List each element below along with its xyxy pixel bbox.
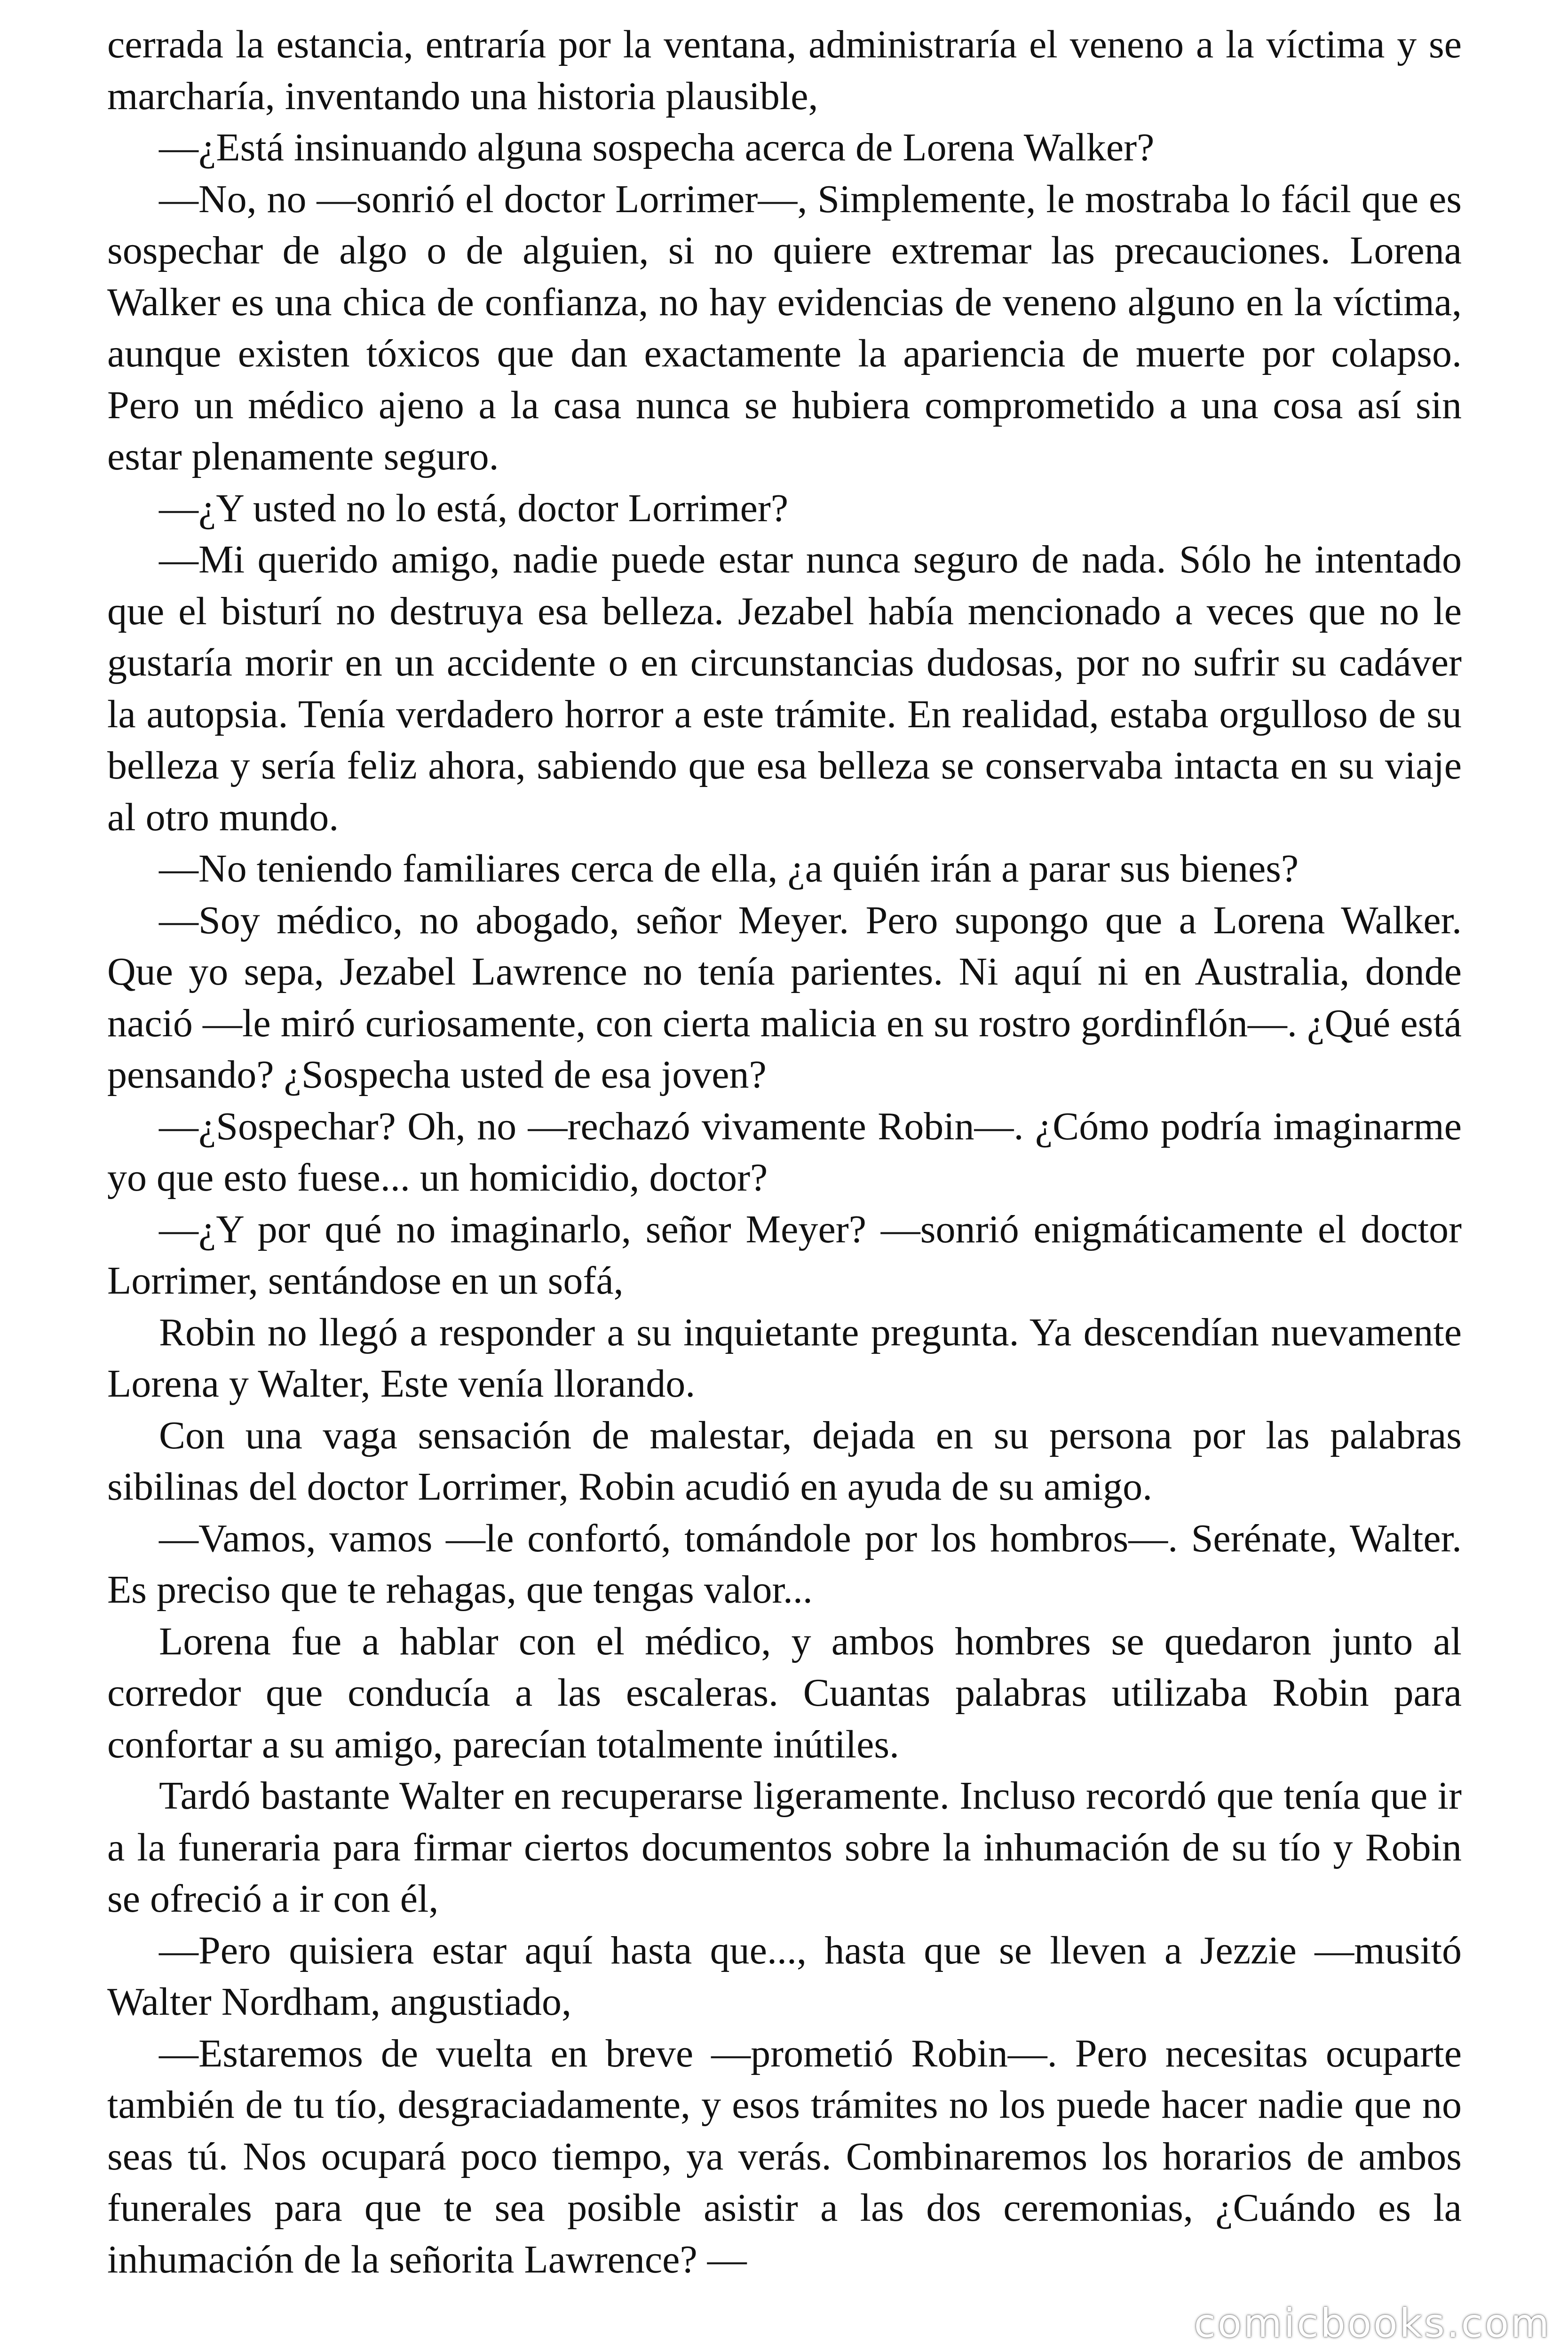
- paragraph-10: Robin no llegó a responder a su inquietante pregunta. Ya descendían nuevamente Lorena y Walter, Este venía llorando.: [107, 1310, 1462, 1406]
- paragraph-11: Con una vaga sensación de malestar, dejada en su persona por las palabras sibilinas del doctor Lorrimer, Robin acudió en ayuda de su amigo.: [107, 1413, 1462, 1509]
- watermark: comicbooks.com: [1194, 2300, 1551, 2346]
- paragraph-5: —Mi querido amigo, nadie puede estar nunca seguro de nada. Sólo he intentado que el bisturí no destruya esa belleza. Jezabel había mencionado a veces que no le gustaría morir en un accidente o en circunstancias dudosas, por no sufrir su cadáver la autopsia. Tenía verdadero horror a este trámite. En realidad, estaba orgulloso de su belleza y sería feliz ahora, sabiendo que esa belleza se conservaba intacta en su viaje al otro mundo.: [107, 538, 1462, 839]
- paragraph-16: —Estaremos de vuelta en breve —prometió Robin—. Pero necesitas ocuparte también de tu tío, desgraciadamente, y esos trámites no los puede hacer nadie que no seas tú. Nos ocupará poco tiempo, ya verás. Combinaremos los horarios de ambos funerales para que te sea posible asistir a las dos ceremonias, ¿Cuándo es la inhumación de la señorita Lawrence? —: [107, 2031, 1462, 2281]
- paragraph-7: —Soy médico, no abogado, señor Meyer. Pero supongo que a Lorena Walker. Que yo sepa, Jezabel Lawrence no tenía parientes. Ni aquí ni en Australia, donde nació —le miró curiosamente, con cierta malicia en su rostro gordinflón—. ¿Qué está pensando? ¿Sospecha usted de esa joven?: [107, 898, 1462, 1097]
- paragraph-15: —Pero quisiera estar aquí hasta que..., hasta que se lleven a Jezzie —musitó Walter Nordham, angustiado,: [107, 1928, 1462, 2024]
- paragraph-9: —¿Y por qué no imaginarlo, señor Meyer? —sonrió enigmáticamente el doctor Lorrimer, sentándose en un sofá,: [107, 1207, 1462, 1303]
- paragraph-4: —¿Y usted no lo está, doctor Lorrimer?: [159, 486, 789, 530]
- paragraph-3: —No, no —sonrió el doctor Lorrimer—, Simplemente, le mostraba lo fácil que es sospechar de algo o de alguien, si no quiere extremar las precauciones. Lorena Walker es una chica de confianza, no hay evidencias de veneno alguno en la víctima, aunque existen tóxicos que dan exactamente la apariencia de muerte por colapso. Pero un médico ajeno a la casa nunca se hubiera comprometido a una cosa así sin estar plenamente seguro.: [107, 177, 1462, 478]
- paragraph-2: —¿Está insinuando alguna sospecha acerca de Lorena Walker?: [159, 126, 1155, 169]
- paragraph-14: Tardó bastante Walter en recuperarse ligeramente. Incluso recordó que tenía que ir a la funeraria para firmar ciertos documentos sobre la inhumación de su tío y Robin se ofreció a ir con él,: [107, 1774, 1462, 1921]
- paragraph-13: Lorena fue a hablar con el médico, y ambos hombres se quedaron junto al corredor que conducía a las escaleras. Cuantas palabras utilizaba Robin para confortar a su amigo, parecían totalmente inútiles.: [107, 1619, 1462, 1766]
- paragraph-1: cerrada la estancia, entraría por la ventana, administraría el veneno a la víctima y se marcharía, inventando una historia plausible,: [107, 23, 1462, 118]
- paragraph-8: —¿Sospechar? Oh, no —rechazó vivamente Robin—. ¿Cómo podría imaginarme yo que esto fuese... un homicidio, doctor?: [107, 1104, 1462, 1200]
- body-text: [107, 19, 1462, 2285]
- paragraph-6: —No teniendo familiares cerca de ella, ¿a quién irán a parar sus bienes?: [159, 847, 1299, 890]
- paragraph-12: —Vamos, vamos —le confortó, tomándole por los hombros—. Serénate, Walter. Es preciso que te rehagas, que tengas valor...: [107, 1516, 1462, 1612]
